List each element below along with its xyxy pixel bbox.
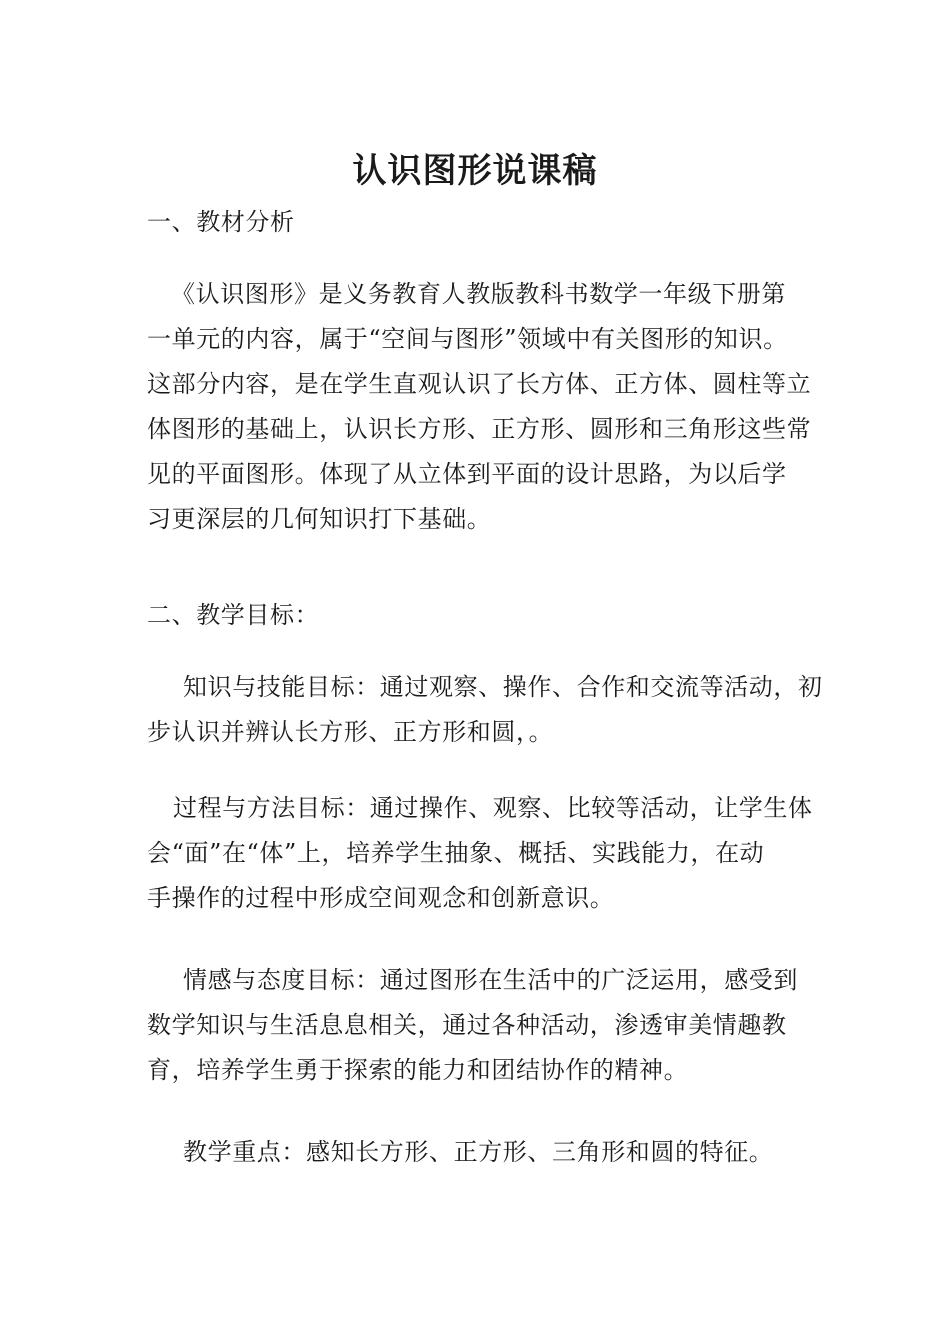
paragraph-line: 习更深层的几何知识打下基础。 [147,505,492,533]
paragraph-line: 会“面”在“体”上，培养学生抽象、概括、实践能力，在动 [147,839,765,867]
section-heading-teaching-goals: 二、教学目标： [147,601,320,629]
section-heading-textbook-analysis: 一、教材分析 [147,208,295,236]
paragraph-line: 体图形的基础上，认识长方形、正方形、圆形和三角形这些常 [147,415,812,443]
paragraph-line: 见的平面图形。体现了从立体到平面的设计思路，为以后学 [147,460,787,488]
paragraph-line: 育，培养学生勇于探索的能力和团结协作的精神。 [147,1056,689,1084]
paragraph-line: 手操作的过程中形成空间观念和创新意识。 [147,884,615,912]
paragraph-process-method-goal [147,786,817,921]
paragraph-line: 数学知识与生活息息相关，通过各种活动，渗透审美情趣教 [147,1011,787,1039]
paragraph-knowledge-skills-goal [147,665,823,755]
paragraph-textbook-analysis [147,272,817,542]
paragraph-line: 情感与态度目标：通过图形在生活中的广泛运用，感受到 [183,966,798,994]
page-title: 认识图形说课稿 [352,150,598,191]
paragraph-line: 这部分内容，是在学生直观认识了长方体、正方体、圆柱等立 [147,370,812,398]
paragraph-line: 过程与方法目标：通过操作、观察、比较等活动，让学生体 [173,794,813,822]
paragraph-emotion-attitude-goal [147,958,817,1093]
paragraph-line: 步认识并辨认长方形、正方形和圆，。 [147,718,554,746]
paragraph-line: 《认识图形》是义务教育人教版教科书数学一年级下册第 [171,280,786,308]
paragraph-teaching-focus [147,1130,817,1175]
paragraph-line: 教学重点：感知长方形、正方形、三角形和圆的特征。 [183,1138,774,1166]
paragraph-line: 知识与技能目标：通过观察、操作、合作和交流等活动，初 [183,673,823,701]
paragraph-line: 一单元的内容，属于“空间与图形”领域中有关图形的知识。 [147,325,788,353]
